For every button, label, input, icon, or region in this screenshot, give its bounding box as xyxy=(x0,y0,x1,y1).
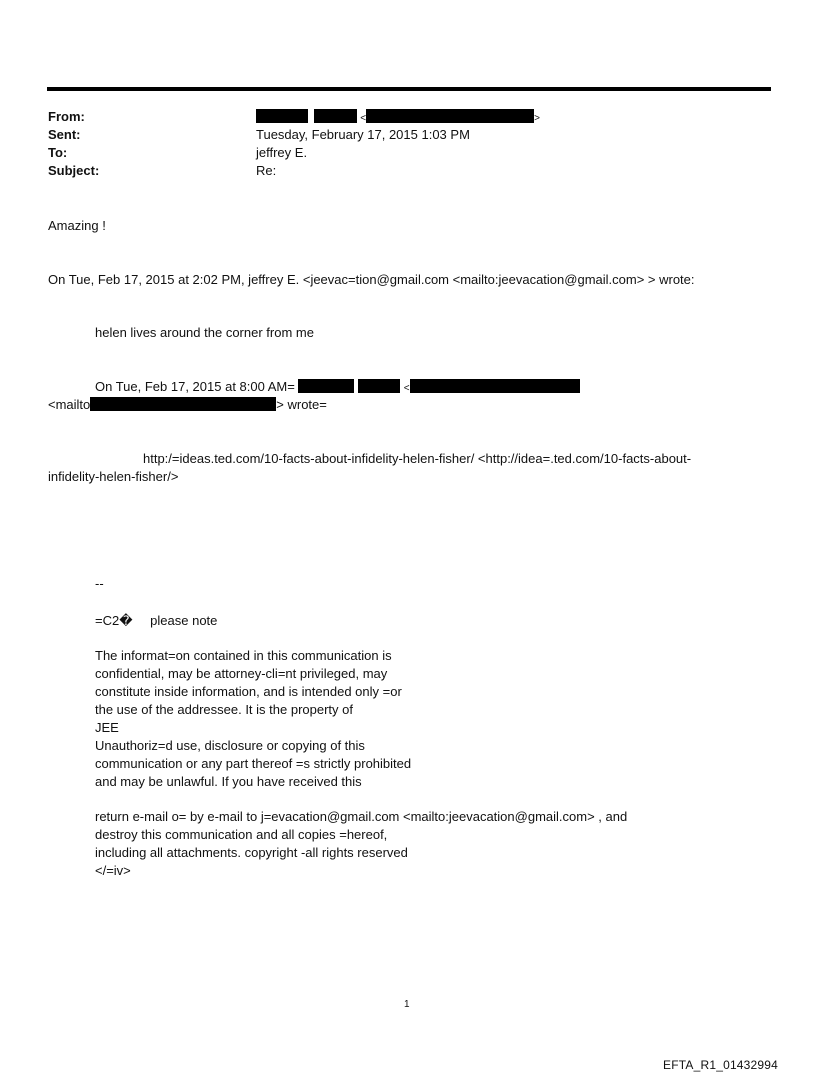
redaction-bar xyxy=(410,379,580,393)
signature-dashes: -- xyxy=(95,576,104,591)
from-open-bracket: < xyxy=(360,113,367,124)
signature-note-line xyxy=(95,612,217,630)
quote2-date: On Tue, Feb 17, 2015 at 8:00 AM= xyxy=(95,379,295,394)
top-rule xyxy=(47,87,771,91)
quote2-wrote: > wrote= xyxy=(276,397,327,412)
quote2-open-bracket: < xyxy=(403,383,410,394)
signature-note: please note xyxy=(150,613,218,628)
reply-text: Amazing ! xyxy=(48,218,106,233)
from-close-bracket: > xyxy=(534,113,540,124)
document-id: EFTA_R1_01432994 xyxy=(663,1058,779,1072)
disclaimer-line: and may be unlawful. If you have received this xyxy=(95,774,362,789)
redaction-bar xyxy=(90,397,276,411)
disclaimer-block xyxy=(95,647,411,791)
redaction-bar xyxy=(366,109,534,123)
subject-value: Re: xyxy=(256,163,277,178)
disclaimer-line: constitute inside information, and is intended only =or xyxy=(95,684,402,699)
to-label: To: xyxy=(48,145,68,160)
disclaimer-line: Unauthoriz=d use, disclosure or copying of this xyxy=(95,738,365,753)
ted-link-line1: http:/=ideas.ted.com/10-facts-about-infidelity-helen-fisher/ <http://idea=.ted.com/10-facts-about- xyxy=(143,451,692,466)
redaction-bar xyxy=(314,109,357,123)
from-value xyxy=(256,108,540,128)
return-line: destroy this communication and all copies =hereof, xyxy=(95,827,388,842)
quote2-header xyxy=(95,378,580,398)
quote1-header: On Tue, Feb 17, 2015 at 2:02 PM, jeffrey E. <jeevac=tion@gmail.com <mailto:jeevacation@gmail.com> > wrote: xyxy=(48,272,695,287)
ted-link-line2: infidelity-helen-fisher/> xyxy=(48,469,179,484)
return-line: </=iv> xyxy=(95,863,131,878)
return-line: return e-mail o= by e-mail to j=evacation@gmail.com <mailto:jeevacation@gmail.com> , and xyxy=(95,809,628,824)
from-label: From: xyxy=(48,109,85,124)
return-block xyxy=(95,808,627,880)
signature-note-prefix: =C2� xyxy=(95,613,133,628)
subject-label: Subject: xyxy=(48,163,100,178)
redaction-bar xyxy=(298,379,354,393)
redaction-bar xyxy=(256,109,308,123)
redaction-bar xyxy=(358,379,400,393)
quote2-mailto-line xyxy=(48,396,327,414)
to-value: jeffrey E. xyxy=(256,145,308,160)
page-number: 1 xyxy=(404,999,410,1010)
quote1-text: helen lives around the corner from me xyxy=(95,325,314,340)
disclaimer-line: the use of the addressee. It is the property of xyxy=(95,702,353,717)
disclaimer-line: JEE xyxy=(95,720,119,735)
quote2-mailto: <mailto xyxy=(48,397,91,412)
return-line: including all attachments. copyright -all rights reserved xyxy=(95,845,408,860)
sent-label: Sent: xyxy=(48,127,81,142)
disclaimer-line: communication or any part thereof =s strictly prohibited xyxy=(95,756,412,771)
disclaimer-line: The informat=on contained in this communication is xyxy=(95,648,392,663)
disclaimer-line: confidential, may be attorney-cli=nt privileged, may xyxy=(95,666,388,681)
sent-value: Tuesday, February 17, 2015 1:03 PM xyxy=(256,127,470,142)
